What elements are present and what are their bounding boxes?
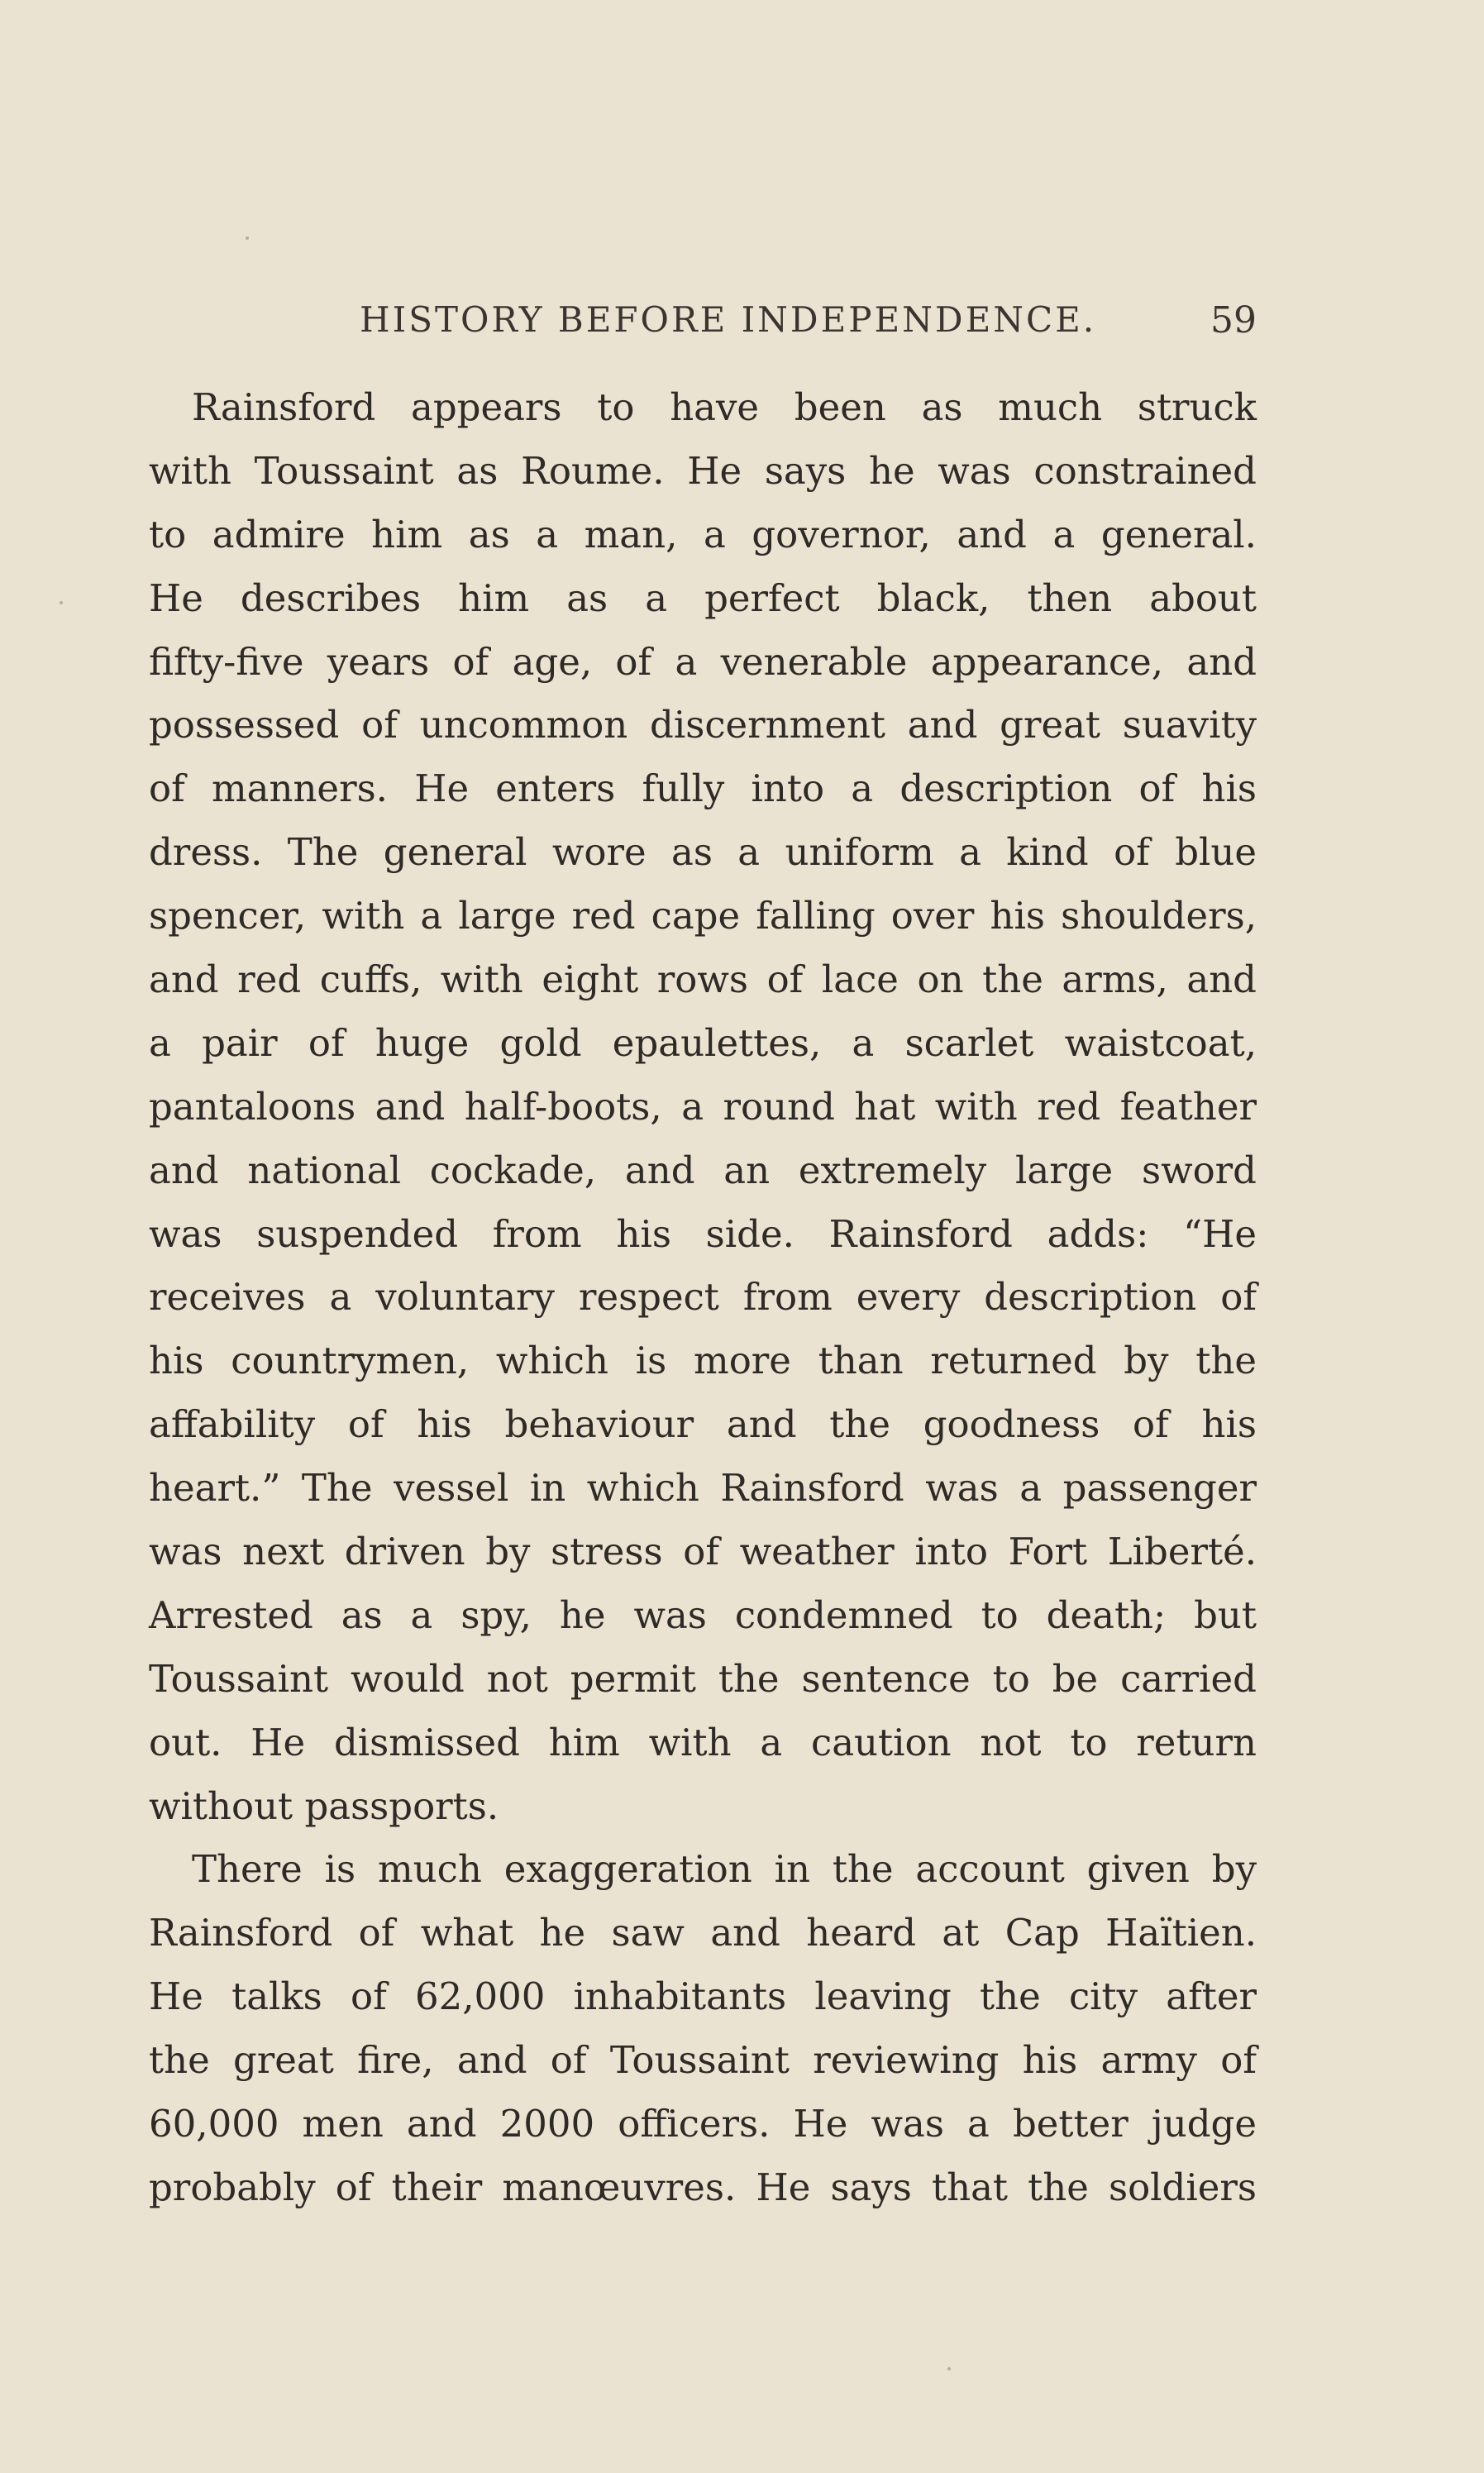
page-number: 59 [1210, 299, 1257, 341]
text-line: receives a voluntary respect from every description of [149, 1275, 1257, 1320]
text-line: his countrymen, which is more than returned by the [149, 1339, 1257, 1383]
text-line: Arrested as a spy, he was condemned to death; but [149, 1592, 1257, 1637]
text-line: He describes him as a perfect black, then about [149, 575, 1257, 620]
text-line: a pair of huge gold epaulettes, a scarlet waistcoat, [149, 1020, 1257, 1065]
text-line: Rainsford of what he saw and heard at Cap Haïtien. [149, 1911, 1257, 1955]
text-line: He talks of 62,000 inhabitants leaving the city after [149, 1974, 1257, 2019]
text-line: Rainsford appears to have been as much struck [192, 385, 1257, 429]
text-line: of manners. He enters fully into a description of his [149, 766, 1257, 811]
text-line: Toussaint would not permit the sentence to be carried [149, 1656, 1257, 1701]
text-line: probably of their manœuvres. He says that the soldiers [149, 2165, 1257, 2209]
text-line: possessed of uncommon discernment and great suavity [149, 703, 1257, 747]
text-line: pantaloons and half-boots, a round hat with red feather [149, 1084, 1257, 1129]
text-line: spencer, with a large red cape falling over his shoulders, [149, 894, 1257, 938]
text-line: out. He dismissed him with a caution not to return [149, 1720, 1257, 1764]
text-line: and national cockade, and an extremely large sword [149, 1148, 1257, 1192]
text-line: and red cuffs, with eight rows of lace on the arms, and [149, 957, 1257, 1002]
text-line: affability of his behaviour and the goodness of his [149, 1402, 1257, 1447]
running-head: HISTORY BEFORE INDEPENDENCE. [360, 299, 1097, 340]
body-text [149, 376, 1257, 2220]
text-line: 60,000 men and 2000 officers. He was a better judge [149, 2102, 1257, 2146]
page-header [149, 299, 1257, 349]
text-line: with Toussaint as Roume. He says he was constrained [149, 448, 1257, 493]
text-line: the great fire, and of Toussaint reviewing his army of [149, 2038, 1257, 2083]
text-line: dress. The general wore as a uniform a kind of blue [149, 830, 1257, 875]
text-line: heart.” The vessel in which Rainsford was a passenger [149, 1466, 1257, 1511]
text-line: to admire him as a man, a governor, and a general. [149, 512, 1257, 556]
paper-speck [947, 2367, 951, 2370]
text-line: was suspended from his side. Rainsford adds: “He [149, 1211, 1257, 1256]
text-line: fifty-five years of age, of a venerable appearance, and [149, 639, 1257, 684]
text-line: was next driven by stress of weather into Fort Liberté. [149, 1530, 1257, 1574]
paper-speck [60, 601, 63, 604]
paper-speck [246, 236, 249, 240]
text-line: without passports. [149, 1783, 499, 1828]
text-line: There is much exaggeration in the account given by [192, 1847, 1257, 1892]
